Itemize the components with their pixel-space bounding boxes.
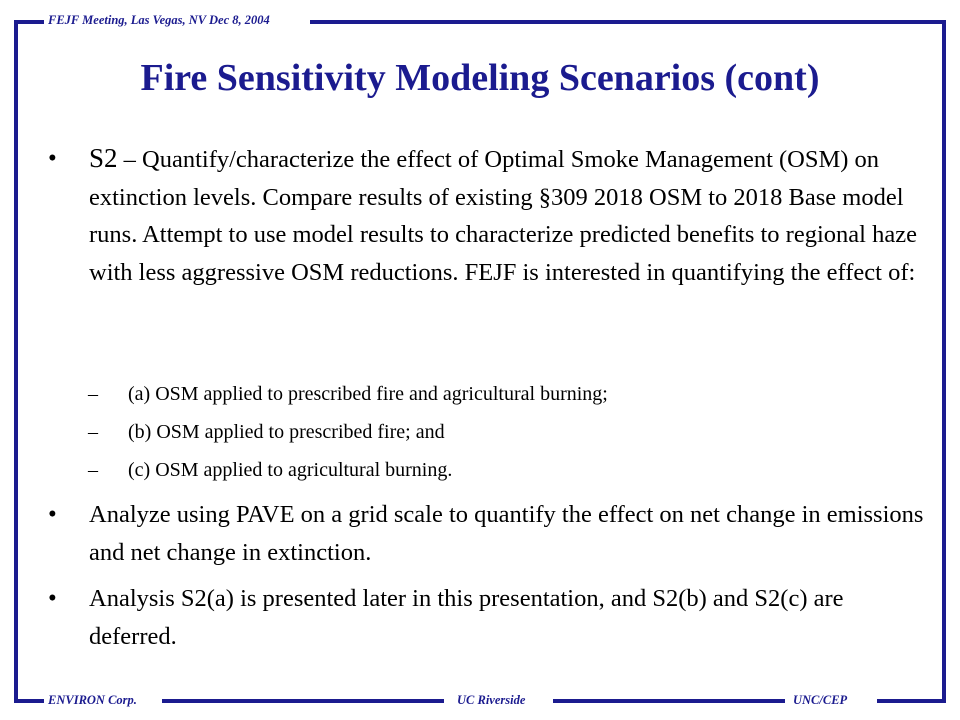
- s2-text: – Quantify/characterize the effect of Optimal Smoke Management (OSM) on extinction levels. Compare results of existing §309 2018 OSM to 2018 Base model runs. Attempt to use model results to characterize predicted benefits to regional haze with less aggressive OSM reductions. FEJF is interested in quantifying the effect of:: [89, 146, 917, 286]
- sub-item-c: (c) OSM applied to agricultural burning.: [128, 459, 453, 481]
- frame-bottom-4: [877, 699, 946, 703]
- sub-item-b: (b) OSM applied to prescribed fire; and: [128, 421, 445, 443]
- frame-bottom-1: [14, 699, 44, 703]
- frame-right: [942, 20, 946, 703]
- sub-dash: –: [88, 459, 98, 481]
- bullet-analysis: Analysis S2(a) is presented later in this presentation, and S2(b) and S2(c) are deferred.: [89, 585, 844, 650]
- footer-right: UNC/CEP: [789, 693, 851, 708]
- bullet-s2: [89, 140, 929, 291]
- frame-top-right: [310, 20, 946, 24]
- frame-bottom-3: [553, 699, 785, 703]
- bullet-pave: Analyze using PAVE on a grid scale to quantify the effect on net change in emissions and net change in extinction.: [89, 501, 924, 566]
- footer-left: ENVIRON Corp.: [44, 693, 141, 708]
- sub-dash: –: [88, 421, 98, 443]
- bullet-marker: •: [48, 501, 57, 528]
- sub-item-a: (a) OSM applied to prescribed fire and agricultural burning;: [128, 383, 608, 405]
- slide-title: Fire Sensitivity Modeling Scenarios (cont): [140, 57, 820, 99]
- bullet-marker: •: [48, 145, 57, 172]
- sub-dash: –: [88, 383, 98, 405]
- frame-bottom-2: [162, 699, 444, 703]
- frame-top-left: [14, 20, 44, 24]
- frame-left: [14, 20, 18, 703]
- footer-center: UC Riverside: [453, 693, 529, 708]
- meeting-header: FEJF Meeting, Las Vegas, NV Dec 8, 2004: [44, 13, 274, 28]
- bullet-marker: •: [48, 585, 57, 612]
- s2-label: S2: [89, 143, 118, 173]
